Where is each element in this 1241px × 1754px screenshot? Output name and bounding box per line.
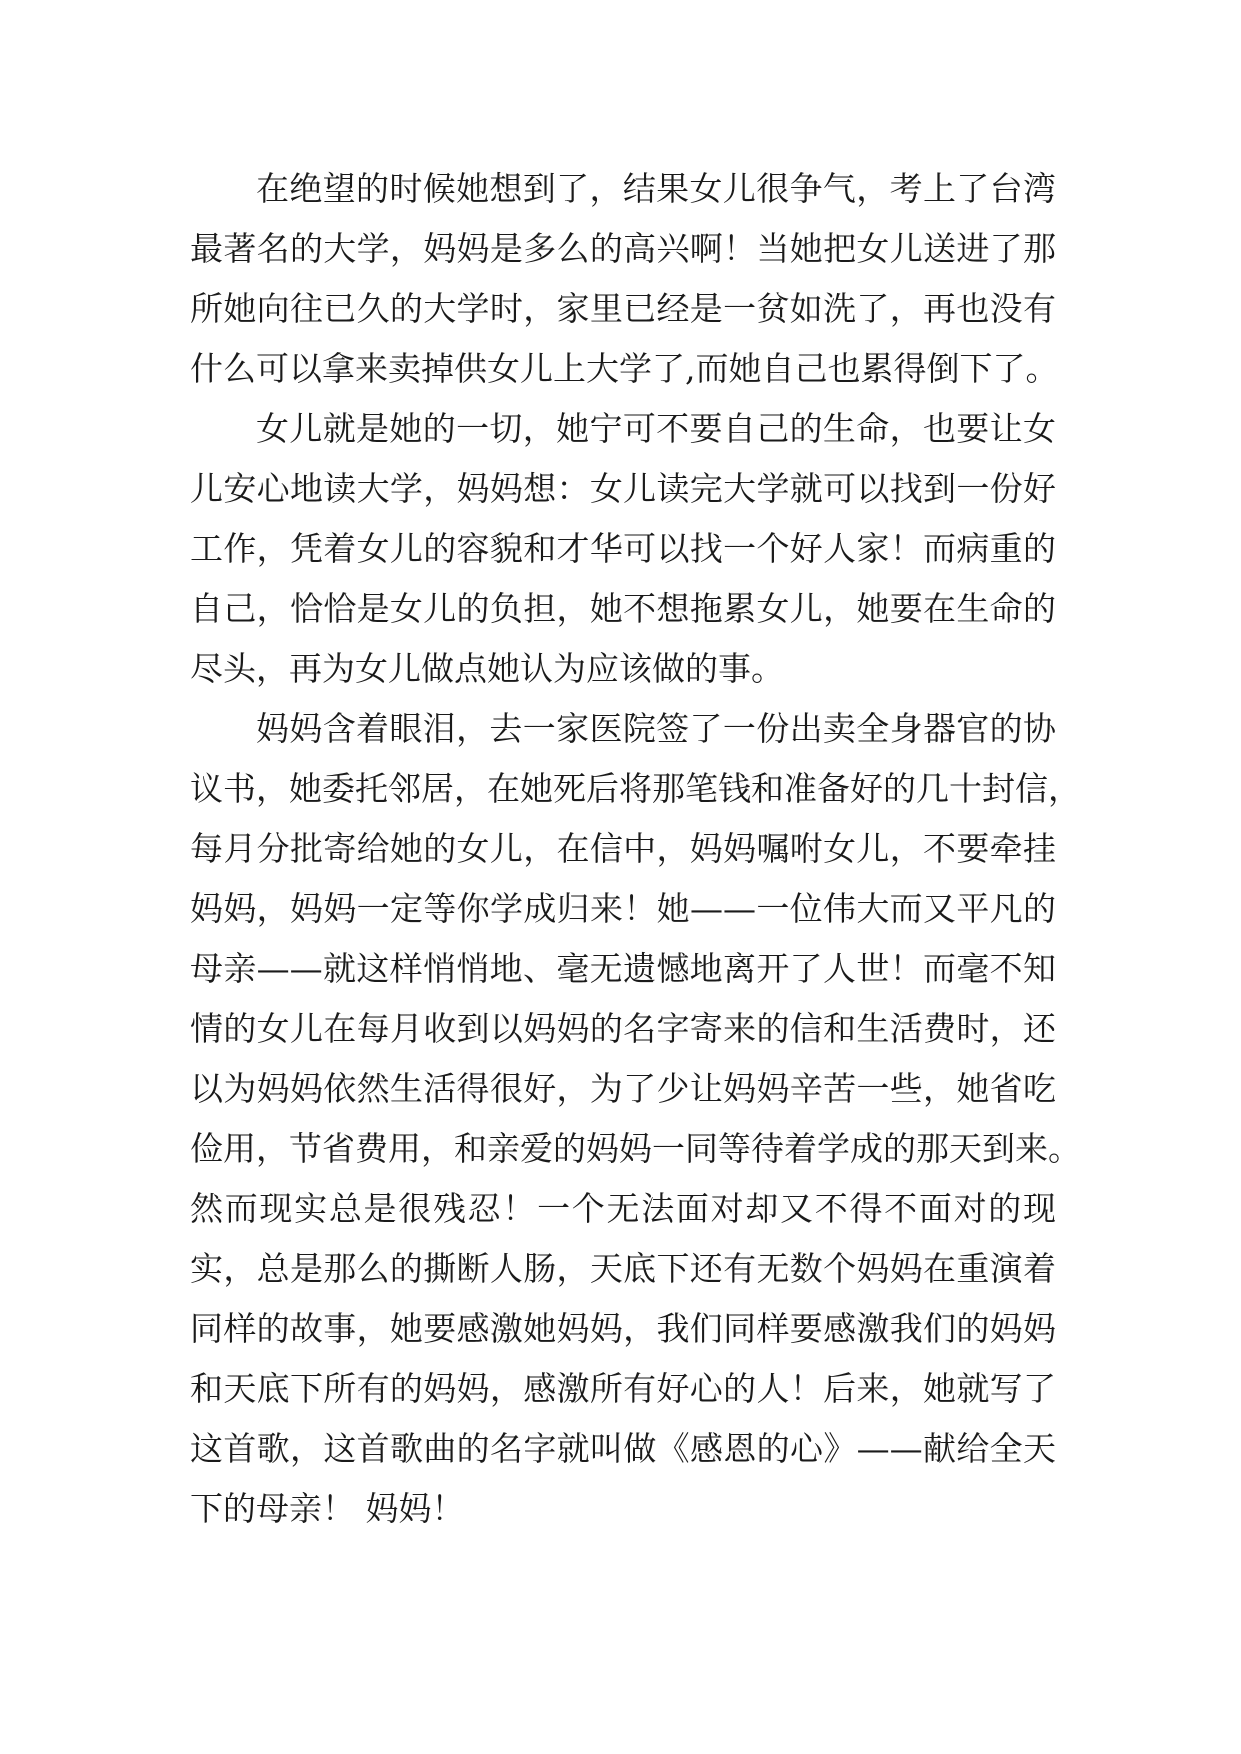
paragraph-3 bbox=[190, 699, 1081, 1539]
text-line: 最著名的大学，妈妈是多么的高兴啊！当她把女儿送进了那 bbox=[190, 229, 1056, 268]
text-line: 情的女儿在每月收到以妈妈的名字寄来的信和生活费时，还 bbox=[190, 1009, 1056, 1048]
text-line: 这首歌，这首歌曲的名字就叫做《感恩的心》——献给全天 bbox=[190, 1429, 1056, 1468]
paragraph-1 bbox=[190, 159, 1059, 399]
text-line: 自己，恰恰是女儿的负担，她不想拖累女儿，她要在生命的 bbox=[190, 589, 1056, 628]
text-line: 同样的故事，她要感激她妈妈，我们同样要感激我们的妈妈 bbox=[190, 1309, 1056, 1348]
text-line: 下的母亲！ 妈妈！ bbox=[190, 1489, 465, 1528]
text-line: 什么可以拿来卖掉供女儿上大学了,而她自己也累得倒下了。 bbox=[190, 349, 1059, 388]
text-line: 俭用，节省费用，和亲爱的妈妈一同等待着学成的那天到来。 bbox=[190, 1129, 1081, 1168]
paragraph-2 bbox=[190, 399, 1056, 699]
text-line: 和天底下所有的妈妈，感激所有好心的人！后来，她就写了 bbox=[190, 1369, 1056, 1408]
text-line: 所她向往已久的大学时，家里已经是一贫如洗了，再也没有 bbox=[190, 289, 1056, 328]
text-line: 尽头，再为女儿做点她认为应该做的事。 bbox=[190, 649, 784, 688]
text-line: 工作，凭着女儿的容貌和才华可以找一个好人家！而病重的 bbox=[190, 529, 1056, 568]
text-line: 议书，她委托邻居，在她死后将那笔钱和准备好的几十封信， bbox=[190, 769, 1081, 808]
text-line: 以为妈妈依然生活得很好，为了少让妈妈辛苦一些，她省吃 bbox=[190, 1069, 1056, 1108]
text-line: 每月分批寄给她的女儿，在信中，妈妈嘱咐女儿，不要牵挂 bbox=[190, 829, 1056, 868]
text-line: 实，总是那么的撕断人肠，天底下还有无数个妈妈在重演着 bbox=[190, 1249, 1056, 1288]
text-line: 然而现实总是很残忍！一个无法面对却又不得不面对的现 bbox=[190, 1189, 1056, 1228]
text-line: 在绝望的时候她想到了，结果女儿很争气，考上了台湾 bbox=[256, 169, 1056, 208]
article-body bbox=[190, 159, 1081, 1539]
text-line: 妈妈含着眼泪，去一家医院签了一份出卖全身器官的协 bbox=[256, 709, 1056, 748]
text-line: 儿安心地读大学，妈妈想：女儿读完大学就可以找到一份好 bbox=[190, 469, 1056, 508]
text-line: 妈妈，妈妈一定等你学成归来！她——一位伟大而又平凡的 bbox=[190, 889, 1056, 928]
text-line: 母亲——就这样悄悄地、毫无遗憾地离开了人世！而毫不知 bbox=[190, 949, 1056, 988]
text-line: 女儿就是她的一切，她宁可不要自己的生命，也要让女 bbox=[256, 409, 1056, 448]
